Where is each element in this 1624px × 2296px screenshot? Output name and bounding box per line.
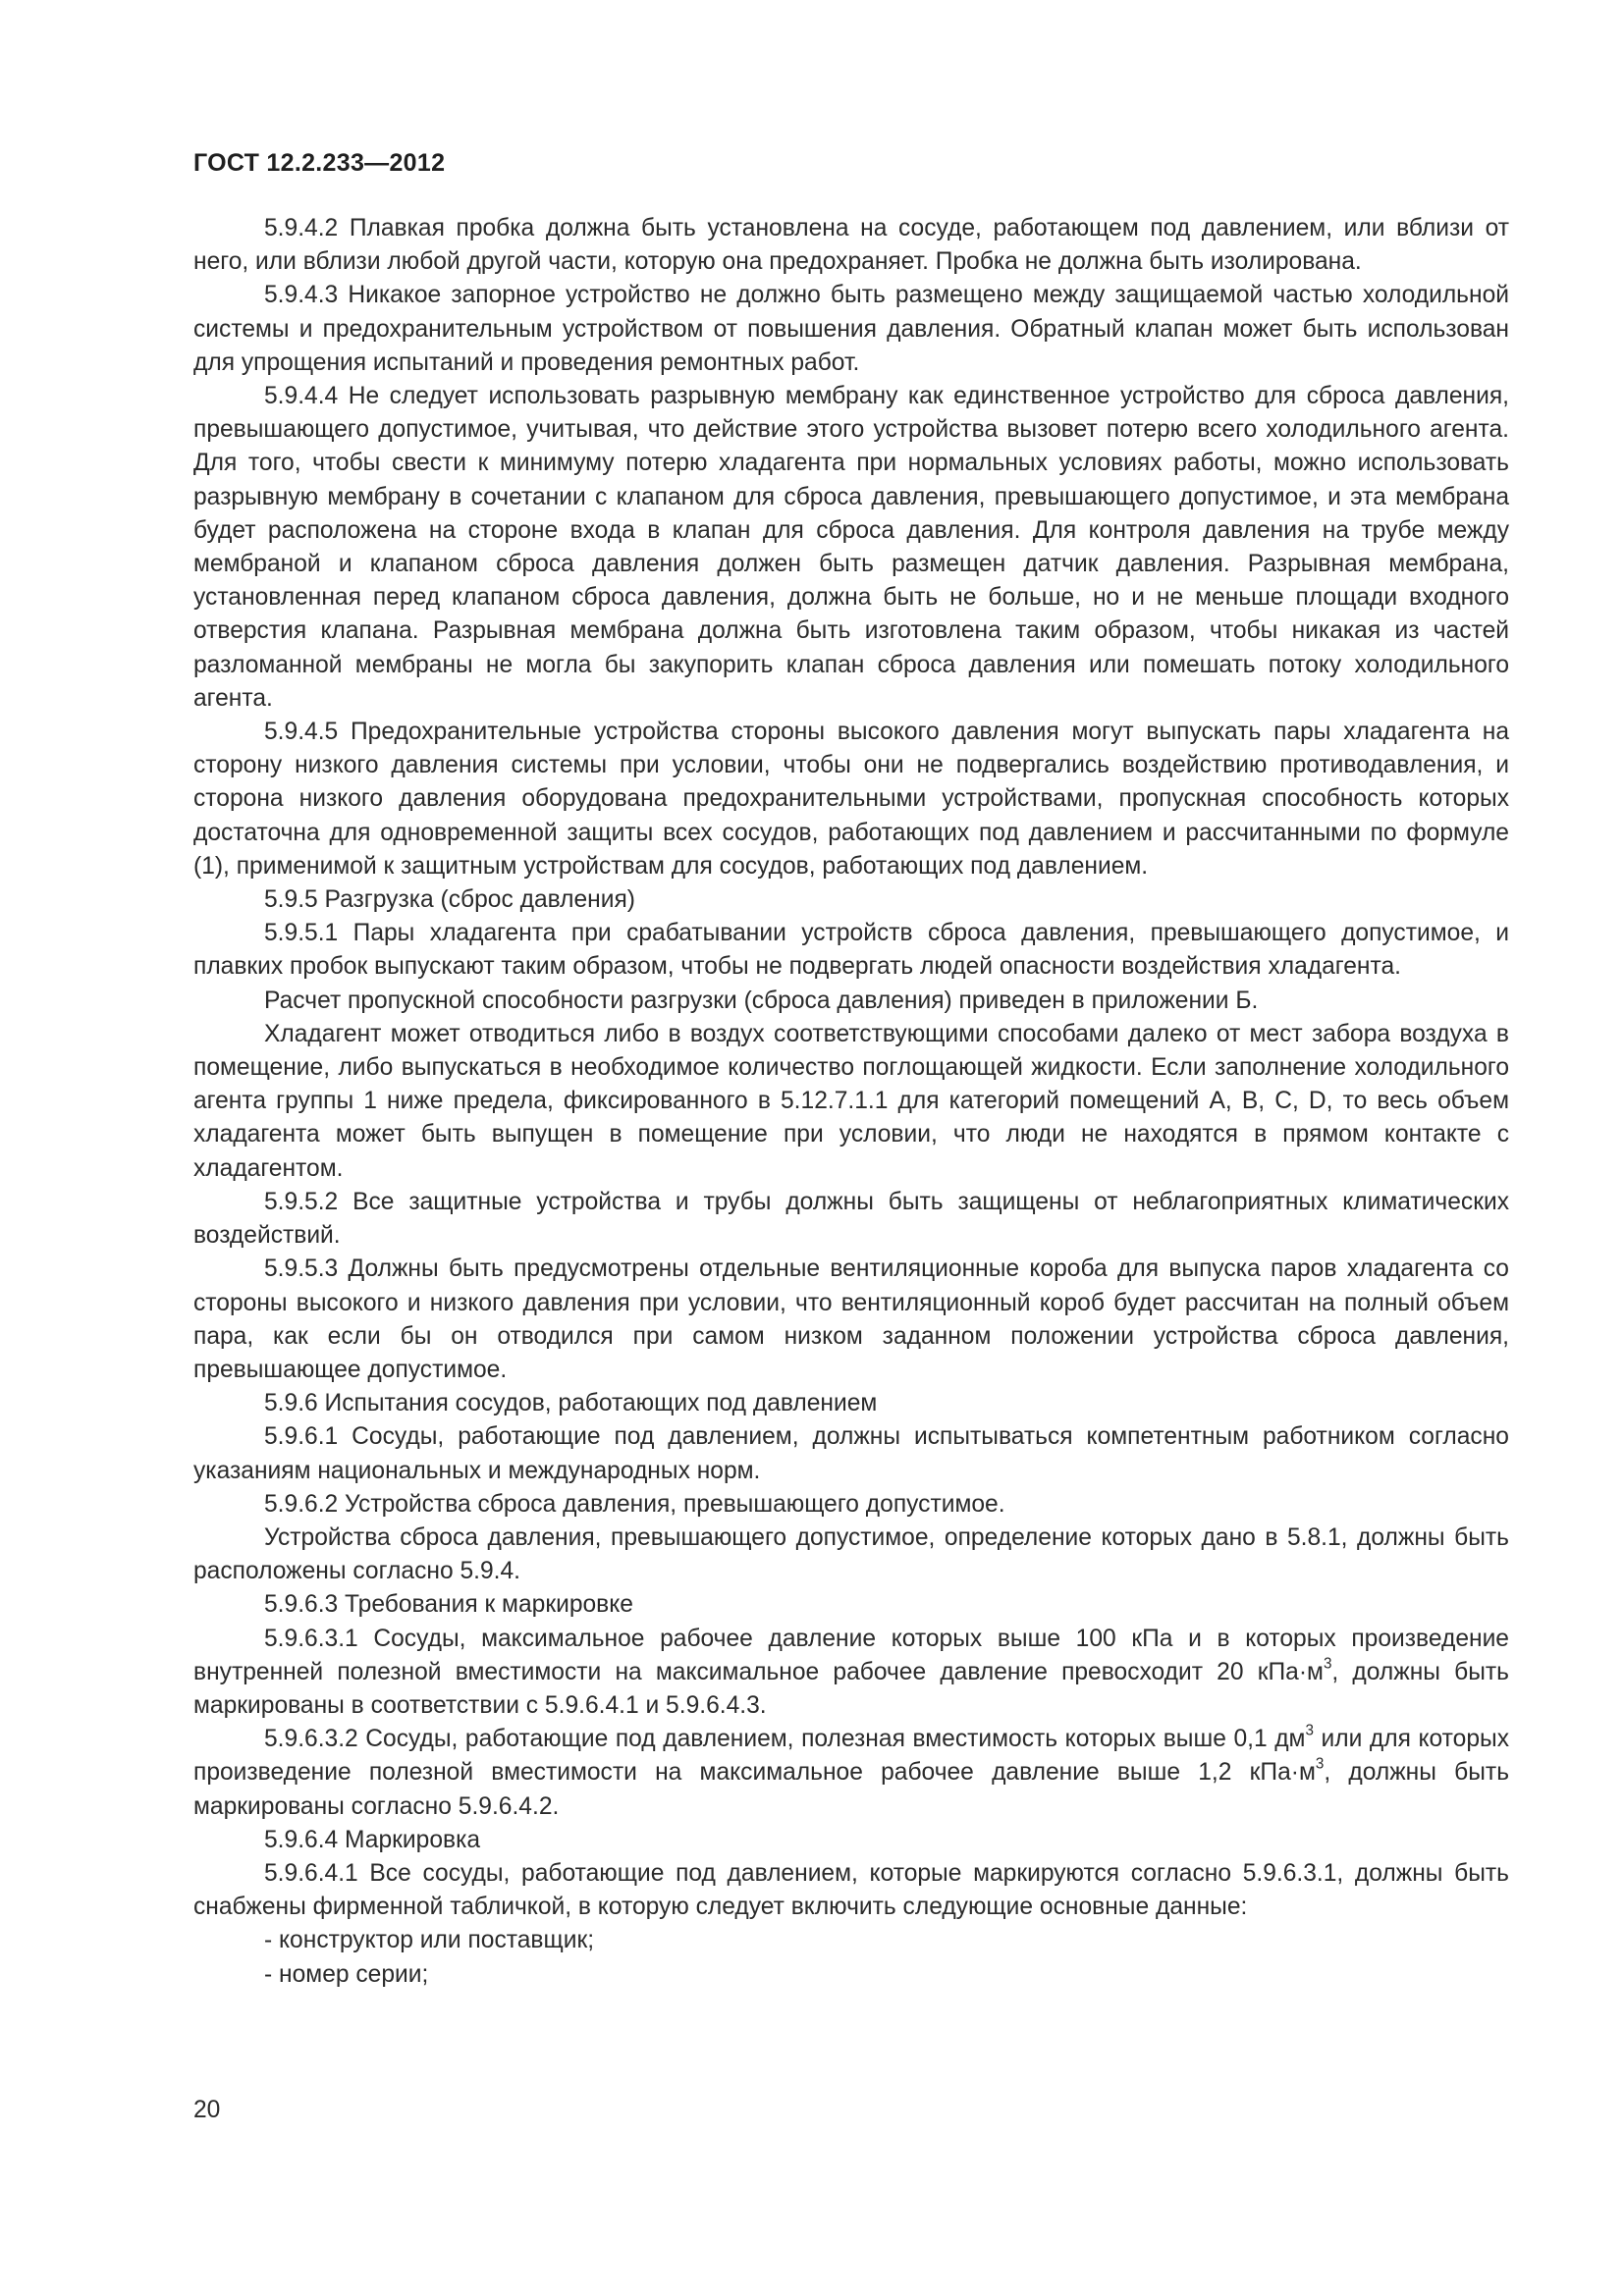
list-item-serial-number: - номер серии; [264,1960,429,1988]
section-heading-5-9-6: 5.9.6 Испытания сосудов, работающих под давлением [264,1390,878,1417]
section-heading-5-9-6-3: 5.9.6.3 Требования к маркировке [264,1591,633,1619]
paragraph-5-9-6-3-1-tail: , должны быть маркированы в соответствии с 5.9.6.4.1 и 5.9.6.4.3. [193,1658,1509,1719]
paragraph-5-9-6-3-2-tail: , должны быть маркированы согласно 5.9.6.4.2. [193,1759,1510,1820]
superscript-cubic: 3 [1315,1755,1325,1773]
document-body [193,212,1509,1992]
paragraph-5-9-6-3-2 [193,1723,1509,1824]
page-number: 20 [193,2097,221,2123]
paragraph-5-9-4-5: 5.9.4.5 Предохранительные устройства стороны высокого давления могут выпускать пары хладагента на сторону низкого давления системы при условии, чтобы они не подвергались воздействию противодавления, и сторона низкого давления оборудована предохранительными устройствами, пропускная способность которых достаточна для одновременной защиты всех сосудов, работающих под давлением и рассчитанными по формуле (1), применимой к защитным устройствам для сосудов, работающих под давлением. [193,719,1509,880]
paragraph-relief-devices: Устройства сброса давления, превышающего допустимое, определение которых дано в 5.8.1, должны быть расположены согласно 5.9.4. [193,1523,1509,1585]
paragraph-calculation-note: Расчет пропускной способности разгрузки (сброса давления) приведен в приложении Б. [264,987,1259,1014]
list-item-designer: - конструктор или поставщик; [264,1927,595,1954]
paragraph-5-9-5-3: 5.9.5.3 Должны быть предусмотрены отдельные вентиляционные короба для выпуска паров хладагента со стороны высокого и низкого давления при условии, что вентиляционный короб будет рассчитан на полный объем пара, как если бы он отводился при самом низком заданном положении устройства сброса давления, превышающее допустимое. [193,1255,1509,1383]
paragraph-5-9-6-2: 5.9.6.2 Устройства сброса давления, превышающего допустимое. [264,1490,1005,1518]
paragraph-5-9-6-1: 5.9.6.1 Сосуды, работающие под давлением, должны испытываться компетентным работником согласно указаниям национальных и международных норм. [193,1423,1509,1484]
paragraph-5-9-6-3-2-mid: или для которых произведение полезной вместимости на максимальное рабочее давление выше 1,2 кПа·м [193,1726,1509,1787]
paragraph-5-9-6-3-1 [193,1623,1509,1724]
paragraph-5-9-5-1: 5.9.5.1 Пары хладагента при срабатывании устройств сброса давления, превышающего допустимое, и плавких пробок выпускают таким образом, чтобы не подвергать людей опасности воздействия хладагента. [193,920,1509,981]
paragraph-5-9-4-4: 5.9.4.4 Не следует использовать разрывную мембрану как единственное устройство для сброса давления, превышающего допустимое, учитывая, что действие этого устройства вызовет потерю всего холодильного агента. Для того, чтобы свести к минимуму потерю хладагента при нормальных условиях работы, можно использовать разрывную мембрану в сочетании с клапаном для сброса давления, превышающего допустимое, и эта мембрана будет расположена на стороне входа в клапан для сброса давления. Для контроля давления на трубе между мембраной и клапаном сброса давления должен быть размещен датчик давления. Разрывная мембрана, установленная перед клапаном сброса давления, должна быть не больше, но и не меньше площади входного отверстия клапана. Разрывная мембрана должна быть изготовлена таким образом, чтобы никакая из частей разломанной мембраны не могла бы закупорить клапан сброса давления или помешать потоку холодильного агента. [193,383,1509,712]
paragraph-5-9-4-3: 5.9.4.3 Никакое запорное устройство не должно быть размещено между защищаемой частью холодильной системы и предохранительным устройством от повышения давления. Обратный клапан может быть использован для упрощения испытаний и проведения ремонтных работ. [193,282,1509,376]
paragraph-5-9-6-3-1-text: 5.9.6.3.1 Сосуды, максимальное рабочее давление которых выше 100 кПа и в которых произведение внутренней полезной вместимости на максимальное рабочее давление превосходит 20 кПа·м [193,1625,1509,1685]
paragraph-refrigerant-release: Хладагент может отводиться либо в воздух соответствующими способами далеко от мест забора воздуха в помещение, либо выпускаться в необходимое количество поглощающей жидкости. Если заполнение холодильного агента группы 1 ниже предела, фиксированного в 5.12.7.1.1 для категорий помещений A, B, C, D, то весь объем хладагента может быть выпущен в помещение при условии, что люди не находятся в прямом контакте с хладагентом. [193,1020,1509,1182]
superscript-cubic: 3 [1323,1655,1332,1673]
superscript-cubic: 3 [1305,1722,1314,1739]
paragraph-5-9-6-3-2-text: 5.9.6.3.2 Сосуды, работающие под давлением, полезная вместимость которых выше 0,1 дм [264,1726,1306,1753]
paragraph-5-9-5-2: 5.9.5.2 Все защитные устройства и трубы должны быть защищены от неблагоприятных климатических воздействий. [193,1188,1509,1250]
paragraph-5-9-4-2: 5.9.4.2 Плавкая пробка должна быть установлена на сосуде, работающем под давлением, или вблизи от него, или вблизи любой другой части, которую она предохраняет. Пробка не должна быть изолирована. [193,215,1509,276]
section-heading-5-9-6-4: 5.9.6.4 Маркировка [264,1826,481,1853]
section-heading-5-9-5: 5.9.5 Разгрузка (сброс давления) [264,886,635,914]
document-code-header: ГОСТ 12.2.233—2012 [193,149,446,177]
paragraph-5-9-6-4-1: 5.9.6.4.1 Все сосуды, работающие под давлением, которые маркируются согласно 5.9.6.3.1, должны быть снабжены фирменной табличкой, в которую следует включить следующие основные данные: [193,1859,1509,1921]
